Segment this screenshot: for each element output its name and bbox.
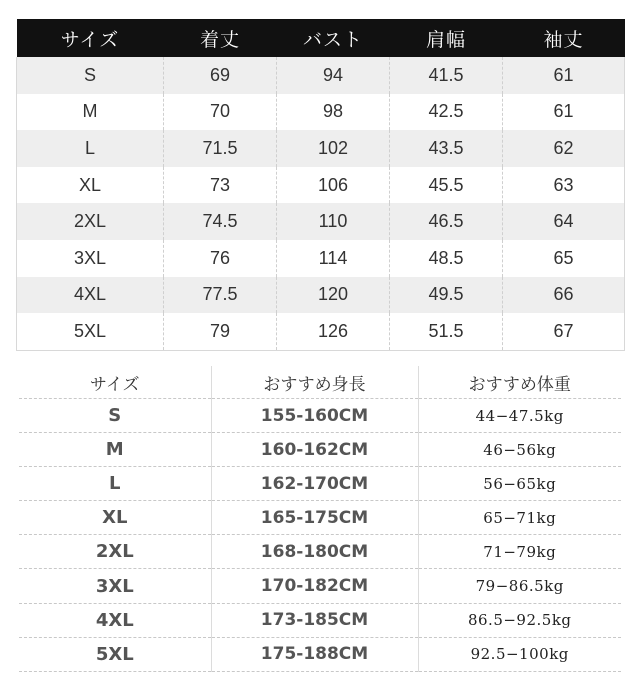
cell-weight: 56−65kg — [418, 467, 621, 501]
header-size: サイズ — [19, 366, 211, 399]
cell-length: 69 — [164, 57, 277, 94]
size-recommendation-table — [19, 366, 621, 672]
table-row — [19, 399, 621, 433]
cell-weight: 92.5−100kg — [418, 637, 621, 671]
cell-size: L — [17, 130, 164, 167]
cell-length: 73 — [164, 167, 277, 204]
header-shoulder: 肩幅 — [390, 19, 503, 57]
cell-size: XL — [19, 501, 211, 535]
header-recommended-height: おすすめ身長 — [211, 366, 418, 399]
cell-bust: 102 — [277, 130, 390, 167]
cell-sleeve: 63 — [503, 167, 625, 204]
cell-size: 5XL — [17, 313, 164, 350]
cell-bust: 120 — [277, 277, 390, 314]
cell-sleeve: 65 — [503, 240, 625, 277]
table-row — [17, 313, 625, 350]
cell-height: 162-170CM — [211, 467, 418, 501]
table-row — [19, 535, 621, 569]
cell-length: 74.5 — [164, 203, 277, 240]
cell-height: 155-160CM — [211, 399, 418, 433]
header-sleeve: 袖丈 — [503, 19, 625, 57]
cell-sleeve: 61 — [503, 94, 625, 131]
cell-height: 175-188CM — [211, 637, 418, 671]
table-row — [19, 569, 621, 603]
cell-sleeve: 61 — [503, 57, 625, 94]
table-row — [19, 433, 621, 467]
cell-bust: 110 — [277, 203, 390, 240]
cell-size: M — [17, 94, 164, 131]
cell-shoulder: 48.5 — [390, 240, 503, 277]
cell-height: 160-162CM — [211, 433, 418, 467]
table-row — [19, 501, 621, 535]
table-row — [17, 277, 625, 314]
cell-length: 76 — [164, 240, 277, 277]
cell-size: M — [19, 433, 211, 467]
cell-size: 2XL — [17, 203, 164, 240]
cell-bust: 126 — [277, 313, 390, 350]
cell-bust: 106 — [277, 167, 390, 204]
table-row — [17, 57, 625, 94]
header-bust: バスト — [277, 19, 390, 57]
cell-shoulder: 51.5 — [390, 313, 503, 350]
cell-weight: 44−47.5kg — [418, 399, 621, 433]
cell-size: 2XL — [19, 535, 211, 569]
table-row — [19, 467, 621, 501]
cell-size: 4XL — [17, 277, 164, 314]
cell-weight: 79−86.5kg — [418, 569, 621, 603]
header-recommended-weight: おすすめ体重 — [418, 366, 621, 399]
table-row — [19, 603, 621, 637]
cell-bust: 94 — [277, 57, 390, 94]
header-length: 着丈 — [164, 19, 277, 57]
cell-size: 5XL — [19, 637, 211, 671]
cell-length: 77.5 — [164, 277, 277, 314]
cell-size: XL — [17, 167, 164, 204]
cell-shoulder: 49.5 — [390, 277, 503, 314]
cell-weight: 71−79kg — [418, 535, 621, 569]
table-header-row — [17, 19, 625, 57]
cell-size: 4XL — [19, 603, 211, 637]
cell-shoulder: 43.5 — [390, 130, 503, 167]
table-row — [17, 94, 625, 131]
table-row — [17, 167, 625, 204]
cell-sleeve: 67 — [503, 313, 625, 350]
cell-sleeve: 64 — [503, 203, 625, 240]
cell-bust: 98 — [277, 94, 390, 131]
table-row — [19, 637, 621, 671]
cell-size: L — [19, 467, 211, 501]
cell-length: 70 — [164, 94, 277, 131]
cell-height: 173-185CM — [211, 603, 418, 637]
cell-sleeve: 62 — [503, 130, 625, 167]
cell-shoulder: 46.5 — [390, 203, 503, 240]
cell-sleeve: 66 — [503, 277, 625, 314]
table-row — [17, 203, 625, 240]
header-size: サイズ — [17, 19, 164, 57]
cell-shoulder: 45.5 — [390, 167, 503, 204]
cell-weight: 46−56kg — [418, 433, 621, 467]
cell-weight: 86.5−92.5kg — [418, 603, 621, 637]
cell-size: S — [17, 57, 164, 94]
cell-size: 3XL — [19, 569, 211, 603]
cell-height: 170-182CM — [211, 569, 418, 603]
cell-height: 168-180CM — [211, 535, 418, 569]
table-row — [17, 240, 625, 277]
cell-weight: 65−71kg — [418, 501, 621, 535]
cell-size: S — [19, 399, 211, 433]
cell-height: 165-175CM — [211, 501, 418, 535]
cell-shoulder: 41.5 — [390, 57, 503, 94]
cell-length: 71.5 — [164, 130, 277, 167]
cell-length: 79 — [164, 313, 277, 350]
size-measurements-table — [16, 19, 625, 351]
cell-bust: 114 — [277, 240, 390, 277]
table-header-row — [19, 366, 621, 399]
cell-size: 3XL — [17, 240, 164, 277]
table-row — [17, 130, 625, 167]
cell-shoulder: 42.5 — [390, 94, 503, 131]
